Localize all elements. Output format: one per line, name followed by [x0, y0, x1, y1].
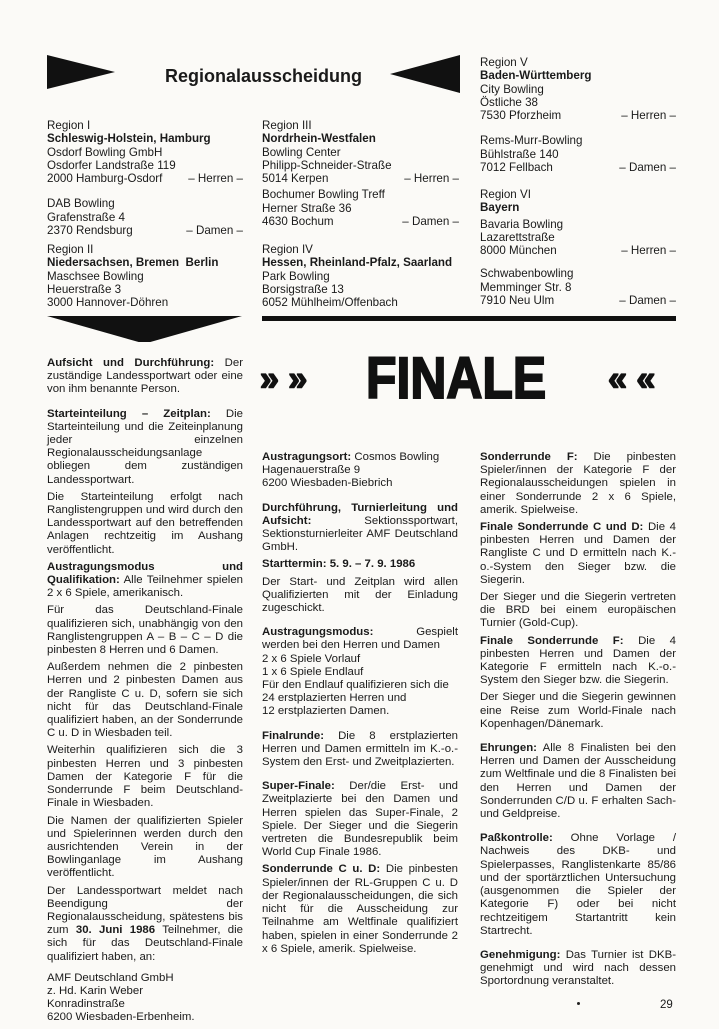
paragraph-heading: Finale Sonderrunde F: — [480, 634, 624, 647]
paragraph-heading: Finalrunde: — [262, 729, 325, 742]
left-column — [47, 357, 243, 1029]
venue — [47, 197, 243, 237]
paragraph-text: Gespielt werden bei den Herren und Damen — [262, 626, 458, 652]
venue — [47, 146, 243, 186]
paragraph — [262, 451, 458, 491]
paragraph — [480, 832, 676, 938]
paragraph-heading: Sonderrunde F: — [480, 451, 578, 463]
paragraph-line: 2 x 6 Spiele Vorlauf — [262, 652, 361, 665]
region-label: Region II — [47, 243, 94, 256]
paragraph-heading: Super-Finale: — [262, 780, 335, 793]
venue-city: 7012 Fellbach — [480, 161, 553, 175]
region-name: Niedersachsen, Bremen Berlin — [47, 256, 219, 270]
paragraph-text: Cosmos Bowling — [351, 451, 440, 463]
venue-name: Osdorf Bowling GmbH — [47, 145, 163, 159]
paragraph — [262, 863, 458, 955]
venue-name: Rems-Murr-Bowling — [480, 134, 583, 148]
venue-name: Bochumer Bowling Treff — [262, 188, 385, 202]
paragraph — [262, 780, 458, 859]
paragraph-heading: Ehrungen: — [480, 742, 537, 755]
mailing-address — [47, 972, 243, 1025]
paragraph — [480, 742, 676, 821]
paragraph-text: Die pinbesten Spieler/innen der RL-Gruppen C u. D der Regionalausscheidungen, die sich nicht für die Ausscheidung zur Teilnahme am Weltfinale qualifiziert haben, spielen in einer Sonderrunde 2 x 6 Spiele, amerik. Spielweise. — [262, 863, 458, 955]
paragraph — [480, 691, 676, 731]
category-tag: – Herren – — [621, 244, 676, 258]
region-4 — [262, 243, 459, 309]
category-tag: – Herren – — [621, 109, 676, 123]
category-tag: – Damen – — [186, 224, 243, 238]
paragraph-text: Teilnehmer, die sich für das Deutschland-Finale qualifiziert haben, an: — [47, 924, 244, 963]
paragraph-text: Alle 8 Finalisten bei den Herren und Damen der Ausscheidung zum Weltfinale und die 8 Finalisten bei den Herren und Damen der Sonderrunden C/D u. F erhalten Sach- und Geldpreise. — [480, 742, 676, 821]
region-label: Region VI — [480, 188, 531, 201]
paragraph-heading: Durchführung, Turnierleitung und Aufsicht: — [262, 501, 458, 527]
venue-street: Osdorfer Landstraße 119 — [47, 158, 176, 172]
paragraph-text: Die 4 pinbesten Herren und Damen der Kategorie F ermitteln nach K.-o.-System den Sieger bzw. die Siegerin. — [480, 634, 676, 687]
address-line: Konradinstraße — [47, 998, 125, 1011]
region-name: Hessen, Rheinland-Pfalz, Saarland — [262, 256, 453, 270]
paragraph-text: Die 8 erstplazierten Herren und Damen ermitteln im K.-o.-System den Erst- und Zweitplazierten. — [262, 729, 458, 769]
dot-mark — [577, 1002, 580, 1005]
paragraph — [262, 558, 458, 571]
region-name: Baden-Württemberg — [480, 69, 592, 83]
paragraph — [262, 502, 458, 555]
venue-street: Herner Straße 36 — [262, 201, 352, 215]
paragraph — [47, 491, 243, 557]
venue-city: 4630 Bochum — [262, 215, 334, 229]
paragraph — [47, 604, 243, 657]
paragraph-heading: Finale Sonderrunde C und D: — [480, 521, 644, 534]
paragraph-heading: Aufsicht und Durchführung: — [47, 357, 215, 369]
region-name: Bayern — [480, 201, 520, 215]
venue — [480, 218, 676, 258]
paragraph — [480, 635, 676, 688]
paragraph-text: Für das Deutschland-Finale qualifizieren sich, unabhängig von den Ranglistengruppen A – B – C – D die pinbesten 8 Herren und 6 Damen. — [47, 604, 243, 657]
paragraph-text: Die Starteinteilung erfolgt nach Ranglistengruppen und wird durch den Landessportwart auf den betreffenden Anlagen rechtzeitig im Aushang veröffentlicht. — [47, 490, 243, 556]
paragraph — [262, 730, 458, 770]
paragraph-heading: Starteinteilung – Zeitplan: — [47, 407, 211, 420]
paragraph-text: Die pinbesten Spieler/innen der Kategorie F der Regionalausscheidungen spielen in einer Sonderrunde 2 x 6 Spiele, amerik. Spielweise. — [480, 451, 676, 516]
paragraph-heading: Sonderrunde C u. D: — [262, 863, 381, 876]
category-tag: – Herren – — [404, 172, 459, 186]
venue-street: Östliche 38 — [480, 95, 538, 109]
region-5 — [480, 56, 676, 174]
venue-name: Schwabenbowling — [480, 267, 574, 281]
region-name: Nordrhein-Westfalen — [262, 132, 376, 146]
address-line: z. Hd. Karin Weber — [47, 984, 144, 997]
venue-street: Borsigstraße 13 — [262, 282, 344, 296]
venue-street: Bühlstraße 140 — [480, 147, 559, 161]
paragraph-text: Der zuständige Landessportwart oder eine von ihm benannte Person. — [47, 357, 243, 396]
venue-street: Heuerstraße 3 — [47, 282, 122, 296]
paragraph — [47, 885, 243, 964]
page-number: 29 — [660, 999, 673, 1011]
finale-heading: FINALE — [366, 346, 547, 411]
venue-city: 3000 Hannover-Döhren — [47, 296, 169, 310]
paragraph-heading: Genehmigung: — [480, 948, 561, 961]
paragraph-text: Weiterhin qualifizieren sich die 3 pinbesten Herren und 3 pinbesten Damen der Kategorie F für die Sonderrunde F beim Deutschland-Finale in Wiesbaden. — [47, 744, 243, 810]
venue-name: Bavaria Bowling — [480, 217, 564, 231]
right-column — [480, 451, 676, 993]
section-divider — [262, 316, 676, 321]
venue-city: 2000 Hamburg-Osdorf — [47, 172, 163, 186]
middle-column — [262, 451, 458, 960]
paragraph — [47, 661, 243, 740]
paragraph-line: Für den Endlauf qualifizieren sich die — [262, 679, 449, 692]
region-3 — [262, 119, 459, 228]
venue-city: 2370 Rendsburg — [47, 224, 133, 238]
venue-city: 5014 Kerpen — [262, 172, 329, 186]
highlight-date: 30. Juni 1986 — [75, 924, 156, 937]
paragraph — [262, 576, 458, 616]
right-pointing-triangle-icon — [47, 55, 115, 89]
paragraph-text: Das Turnier ist DKB-genehmigt und wird nach dessen Sportordnung veranstaltet. — [480, 948, 676, 988]
paragraph-line: 6200 Wiesbaden-Biebrich — [262, 477, 393, 490]
paragraph — [47, 408, 243, 487]
paragraph-heading: Austragungsmodus: — [262, 626, 374, 639]
region-label: Region I — [47, 119, 91, 132]
paragraph-text: Der Sieger und die Siegerin gewinnen eine Reise zum World-Finale nach Kopenhagen/Dänemark. — [480, 691, 676, 730]
paragraph-text: Ohne Vorlage / Nachweis des DKB- und Spielerpasses, Ranglistenkarte 85/86 und der sportärztlichen Untersuchung (ausgenommen die Spieler der Kategorie F) oder bei nicht rechtzeitigem Startantritt kein Startrecht. — [480, 832, 676, 937]
paragraph-text: Sektionssportwart, Sektionsturnierleiter AMF Deutschland GmbH. — [262, 514, 458, 554]
page-title: Regionalausscheidung — [165, 66, 363, 86]
venue-name: City Bowling — [480, 82, 544, 96]
down-arrow-shape — [47, 316, 242, 342]
venue-street: Memminger Str. 8 — [480, 280, 572, 294]
venue-city: 8000 München — [480, 244, 557, 258]
paragraph — [47, 815, 243, 881]
category-tag: – Damen – — [619, 161, 676, 175]
double-chevron-left-icon: « « — [608, 360, 656, 398]
paragraph-text: Der Sieger und die Siegerin vertreten die BRD bei einem europäischen Turnier (Gold-Cup). — [480, 591, 676, 630]
paragraph-text: Der Landessportwart meldet nach Beendigung der Regionalausscheidung, spätestens bis zum — [47, 884, 243, 937]
region-label: Region V — [480, 56, 528, 69]
venue-city: 6052 Mühlheim/Offenbach — [262, 296, 398, 310]
paragraph — [262, 626, 458, 718]
venue — [480, 267, 676, 307]
venue-street: Lazarettstraße — [480, 230, 555, 244]
paragraph-line: Hagenauerstraße 9 — [262, 464, 361, 477]
address-line: 6200 Wiesbaden-Erbenheim. — [47, 1011, 195, 1024]
paragraph-heading: Paßkontrolle: — [480, 832, 553, 845]
paragraph-line: 1 x 6 Spiele Endlauf — [262, 665, 364, 678]
paragraph-text: Der Start- und Zeitplan wird allen Qualifizierten mit der Einladung zugeschickt. — [262, 575, 458, 615]
paragraph-line: 24 erstplazierten Herren und — [262, 692, 407, 705]
venue — [262, 188, 459, 228]
venue — [480, 83, 676, 123]
venue-name: Park Bowling — [262, 269, 330, 283]
region-label: Region III — [262, 119, 312, 132]
paragraph — [47, 561, 243, 601]
paragraph-heading: Starttermin: 5. 9. – 7. 9. 1986 — [262, 558, 416, 571]
venue-street: Grafenstraße 4 — [47, 210, 125, 224]
region-label: Region IV — [262, 243, 313, 256]
category-tag: – Damen – — [619, 294, 676, 308]
venue — [480, 134, 676, 174]
region-name: Schleswig-Holstein, Hamburg — [47, 132, 211, 146]
region-1 — [47, 119, 243, 237]
paragraph-text: Die 4 pinbesten Herren und Damen der Rangliste C und D ermitteln nach K.-o.-System den Sieger bzw. die Siegerin. — [480, 521, 676, 586]
venue-city: 7910 Neu Ulm — [480, 294, 555, 308]
left-pointing-triangle-icon — [390, 55, 460, 93]
venue-name: Maschsee Bowling — [47, 269, 144, 283]
region-2 — [47, 243, 243, 309]
paragraph — [480, 591, 676, 631]
address-line: AMF Deutschland GmbH — [47, 971, 174, 984]
category-tag: – Herren – — [188, 172, 243, 186]
double-chevron-right-icon: » » — [260, 360, 308, 398]
venue-name: Bowling Center — [262, 145, 341, 159]
paragraph — [47, 357, 243, 397]
region-6 — [480, 188, 676, 307]
category-tag: – Damen – — [402, 215, 459, 229]
paragraph — [480, 451, 676, 517]
paragraph-line: 12 erstplazierten Damen. — [262, 705, 390, 718]
paragraph-text: Alle Teilnehmer spielen 2 x 6 Spiele, amerikanisch. — [47, 574, 243, 600]
paragraph-text: Der/die Erst- und Zweitplazierte bei den Damen und Herren spielen das Super-Finale, 2 Spiele. Der Sieger und die Siegerin vertreten die Bundesrepublik beim World Cup Finale 1986. — [262, 780, 458, 859]
paragraph — [480, 949, 676, 989]
paragraph — [47, 744, 243, 810]
paragraph-text: Die Starteinteilung und die Zeiteinplanung jeder einzelnen Regionalausscheidungsanlage obliegen dem zuständigen Landessportwart. — [47, 407, 243, 486]
paragraph — [480, 521, 676, 587]
paragraph-text: Die Namen der qualifizierten Spieler und Spielerinnen werden durch den ausrichtenden Verein in der Bowlinganlage im Aushang veröffentlicht. — [47, 814, 243, 880]
paragraph-text: Außerdem nehmen die 2 pinbesten Herren und 2 pinbesten Damen aus der Rangliste C u. D, sofern sie sich nicht für das Deutschland-Finale qualifiziert haben, an der Sonderrunde C u. D in Wiesbaden teil. — [47, 661, 243, 740]
venue-street: Philipp-Schneider-Straße — [262, 158, 392, 172]
venue-name: DAB Bowling — [47, 197, 115, 211]
paragraph-heading: Austragungsort: — [262, 451, 352, 463]
venue-city: 7530 Pforzheim — [480, 109, 562, 123]
venue — [262, 146, 459, 186]
paragraph-heading: Austragungsmodus und Qualifikation: — [47, 560, 243, 587]
